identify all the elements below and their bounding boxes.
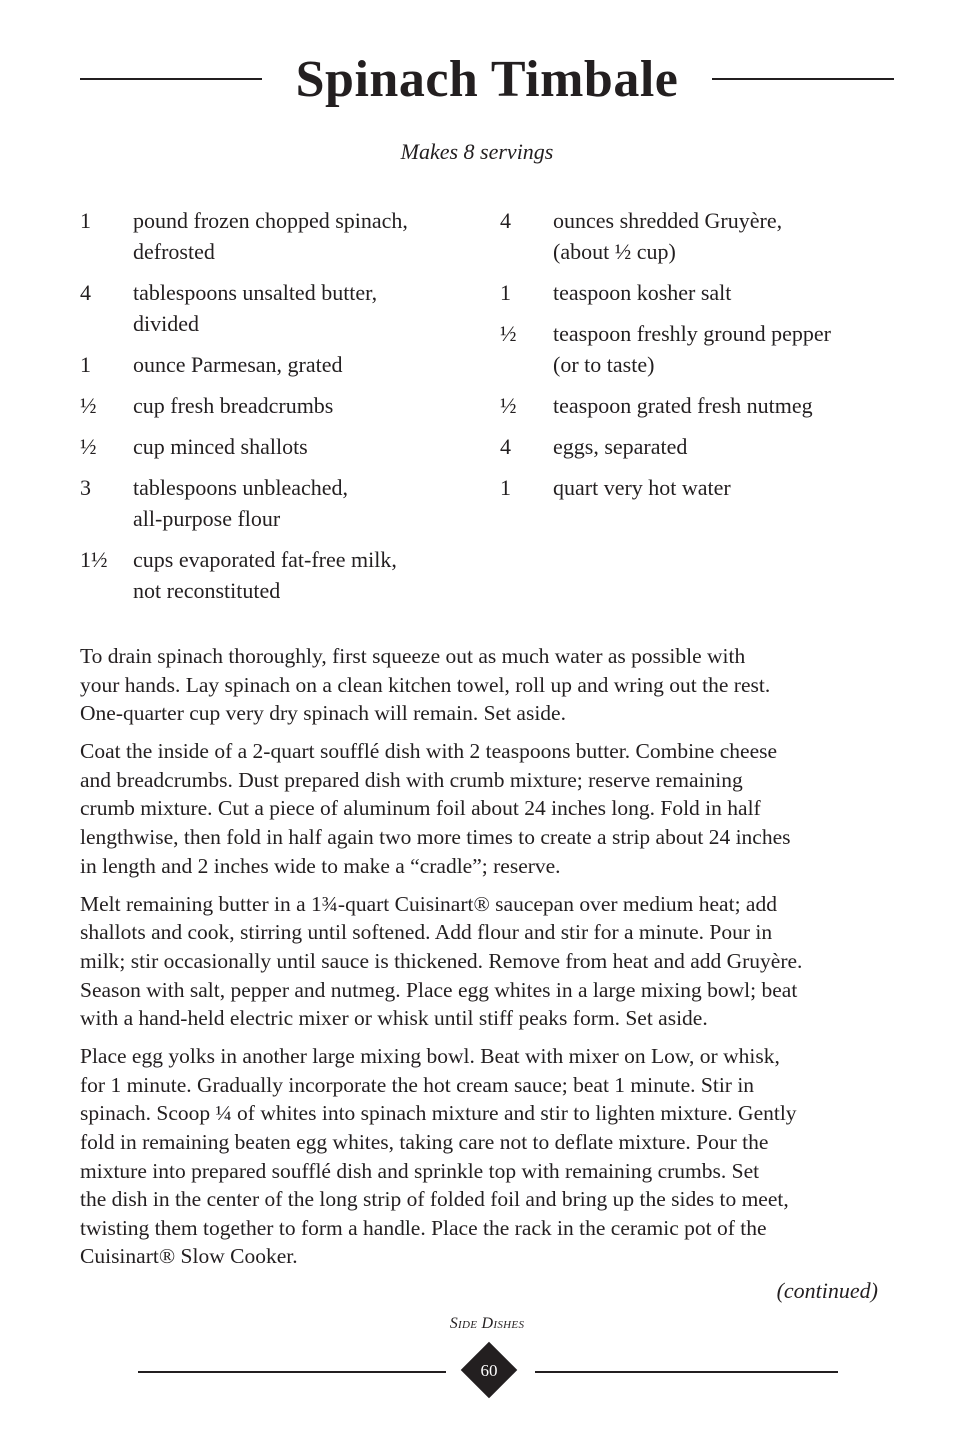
ingredient-description	[133, 544, 500, 606]
recipe-title: Spinach Timbale	[295, 50, 679, 108]
method-paragraph	[80, 890, 900, 1033]
method-line: Melt remaining butter in a 1¾-quart Cuisinart® saucepan over medium heat; add	[80, 891, 777, 916]
ingredient-item	[80, 349, 500, 380]
ingredient-quantity: 4	[500, 208, 511, 233]
ingredient-item	[80, 472, 500, 534]
ingredient-quantity: ½	[80, 434, 97, 459]
method-line: Cuisinart® Slow Cooker.	[80, 1244, 298, 1269]
ingredient-description	[133, 277, 500, 339]
ingredient-line: not reconstituted	[133, 578, 281, 603]
ingredients-column-left	[80, 205, 500, 616]
ingredient-item	[80, 205, 500, 267]
ingredient-description	[133, 205, 500, 267]
method-line: fold in remaining beaten egg whites, taking care not to deflate mixture. Pour the	[80, 1130, 769, 1154]
ingredient-line: teaspoon freshly ground pepper	[553, 321, 831, 346]
ingredient-line: teaspoon kosher salt	[553, 280, 732, 305]
ingredient-line: defrosted	[133, 239, 215, 264]
ingredient-line: (or to taste)	[553, 352, 655, 377]
ingredient-line: teaspoon grated fresh nutmeg	[553, 393, 813, 418]
ingredient-line: ounces shredded Gruyère,	[553, 208, 783, 233]
method-line: mixture into prepared soufflé dish and sprinkle top with remaining crumbs. Set	[80, 1158, 760, 1183]
ingredient-line: cups evaporated fat-free milk,	[133, 547, 397, 572]
ingredient-item	[500, 390, 894, 421]
method-paragraph	[80, 642, 900, 728]
ingredient-item	[80, 277, 500, 339]
title-rule-left	[80, 78, 262, 80]
page-footer	[138, 1343, 838, 1401]
ingredient-line: ounce Parmesan, grated	[133, 352, 343, 377]
ingredient-item	[500, 472, 894, 503]
ingredient-line: tablespoons unsalted butter,	[133, 280, 378, 305]
footer-rule-right	[535, 1371, 838, 1373]
method-paragraph	[80, 737, 900, 880]
ingredient-description	[553, 390, 894, 421]
method-line: for 1 minute. Gradually incorporate the hot cream sauce; beat 1 minute. Stir in	[80, 1072, 755, 1097]
method-line: To drain spinach thoroughly, first squeeze out as much water as possible with	[80, 644, 746, 668]
method-line: Season with salt, pepper and nutmeg. Place egg whites in a large mixing bowl; beat	[80, 977, 798, 1002]
ingredient-quantity: 4	[80, 280, 91, 305]
ingredient-line: (about ½ cup)	[553, 239, 676, 264]
ingredient-line: cup fresh breadcrumbs	[133, 393, 334, 418]
ingredient-description	[553, 318, 894, 380]
ingredient-quantity: ½	[80, 393, 97, 418]
ingredients-column-right	[500, 205, 894, 616]
method-line: twisting them together to form a handle. Place the rack in the ceramic pot of the	[80, 1215, 767, 1240]
method-line: with a hand-held electric mixer or whisk until stiff peaks form. Set aside.	[80, 1006, 708, 1031]
ingredient-quantity: 1	[500, 475, 511, 500]
ingredient-description	[553, 277, 894, 308]
method-line: milk; stir occasionally until sauce is thickened. Remove from heat and add Gruyère.	[80, 948, 803, 973]
method-line: crumb mixture. Cut a piece of aluminum foil about 24 inches long. Fold in half	[80, 796, 761, 821]
ingredient-quantity: 4	[500, 434, 511, 459]
ingredient-description	[133, 431, 500, 462]
method-line: Coat the inside of a 2-quart soufflé dish with 2 teaspoons butter. Combine cheese	[80, 739, 778, 764]
title-row	[80, 44, 894, 114]
method-line: your hands. Lay spinach on a clean kitchen towel, roll up and wring out the rest.	[80, 672, 771, 697]
method-line: lengthwise, then fold in half again two more times to create a strip about 24 inches	[80, 825, 791, 850]
ingredients-list	[80, 205, 894, 616]
ingredient-description	[133, 472, 500, 534]
method-line: One-quarter cup very dry spinach will remain. Set aside.	[80, 701, 566, 726]
servings-note: Makes 8 servings	[400, 139, 554, 164]
method-paragraph	[80, 1042, 900, 1271]
section-name: Side Dishes	[449, 1315, 525, 1332]
method-line: and breadcrumbs. Dust prepared dish with crumb mixture; reserve remaining	[80, 767, 743, 792]
method-line: Place egg yolks in another large mixing bowl. Beat with mixer on Low, or whisk,	[80, 1044, 780, 1069]
ingredient-description	[133, 390, 500, 421]
ingredient-line: eggs, separated	[553, 434, 688, 459]
title-rule-right	[712, 78, 894, 80]
method-line: spinach. Scoop ¼ of whites into spinach mixture and stir to lighten mixture. Gently	[80, 1101, 797, 1126]
method-line: in length and 2 inches wide to make a “cradle”; reserve.	[80, 853, 561, 878]
ingredient-item	[500, 318, 894, 380]
ingredient-line: divided	[133, 311, 199, 336]
ingredient-item	[500, 277, 894, 308]
page-number: 60	[480, 1361, 498, 1380]
ingredient-item	[500, 205, 894, 267]
ingredient-quantity: 3	[80, 475, 91, 500]
ingredient-quantity: 1	[500, 280, 511, 305]
ingredient-item	[80, 390, 500, 421]
ingredient-quantity: ½	[500, 321, 517, 346]
ingredient-line: quart very hot water	[553, 475, 731, 500]
ingredient-quantity: ½	[500, 393, 517, 418]
ingredient-line: pound frozen chopped spinach,	[133, 208, 408, 233]
ingredient-quantity: 1½	[80, 547, 108, 572]
ingredient-item	[500, 431, 894, 462]
method-line: shallots and cook, stirring until softened. Add flour and stir for a minute. Pour in	[80, 920, 773, 945]
ingredient-quantity: 1	[80, 352, 91, 377]
ingredient-description	[553, 472, 894, 503]
ingredient-line: tablespoons unbleached,	[133, 475, 349, 500]
ingredient-description	[553, 205, 894, 267]
ingredient-description	[133, 349, 500, 380]
footer-rule-left	[138, 1371, 446, 1373]
method-text	[80, 642, 900, 1280]
method-line: the dish in the center of the long strip of folded foil and bring up the sides to meet,	[80, 1187, 789, 1212]
ingredient-item	[80, 544, 500, 606]
ingredient-item	[80, 431, 500, 462]
ingredient-line: cup minced shallots	[133, 434, 308, 459]
ingredient-line: all-purpose flour	[133, 506, 281, 531]
continued-note: (continued)	[776, 1278, 878, 1303]
ingredient-description	[553, 431, 894, 462]
ingredient-quantity: 1	[80, 208, 91, 233]
